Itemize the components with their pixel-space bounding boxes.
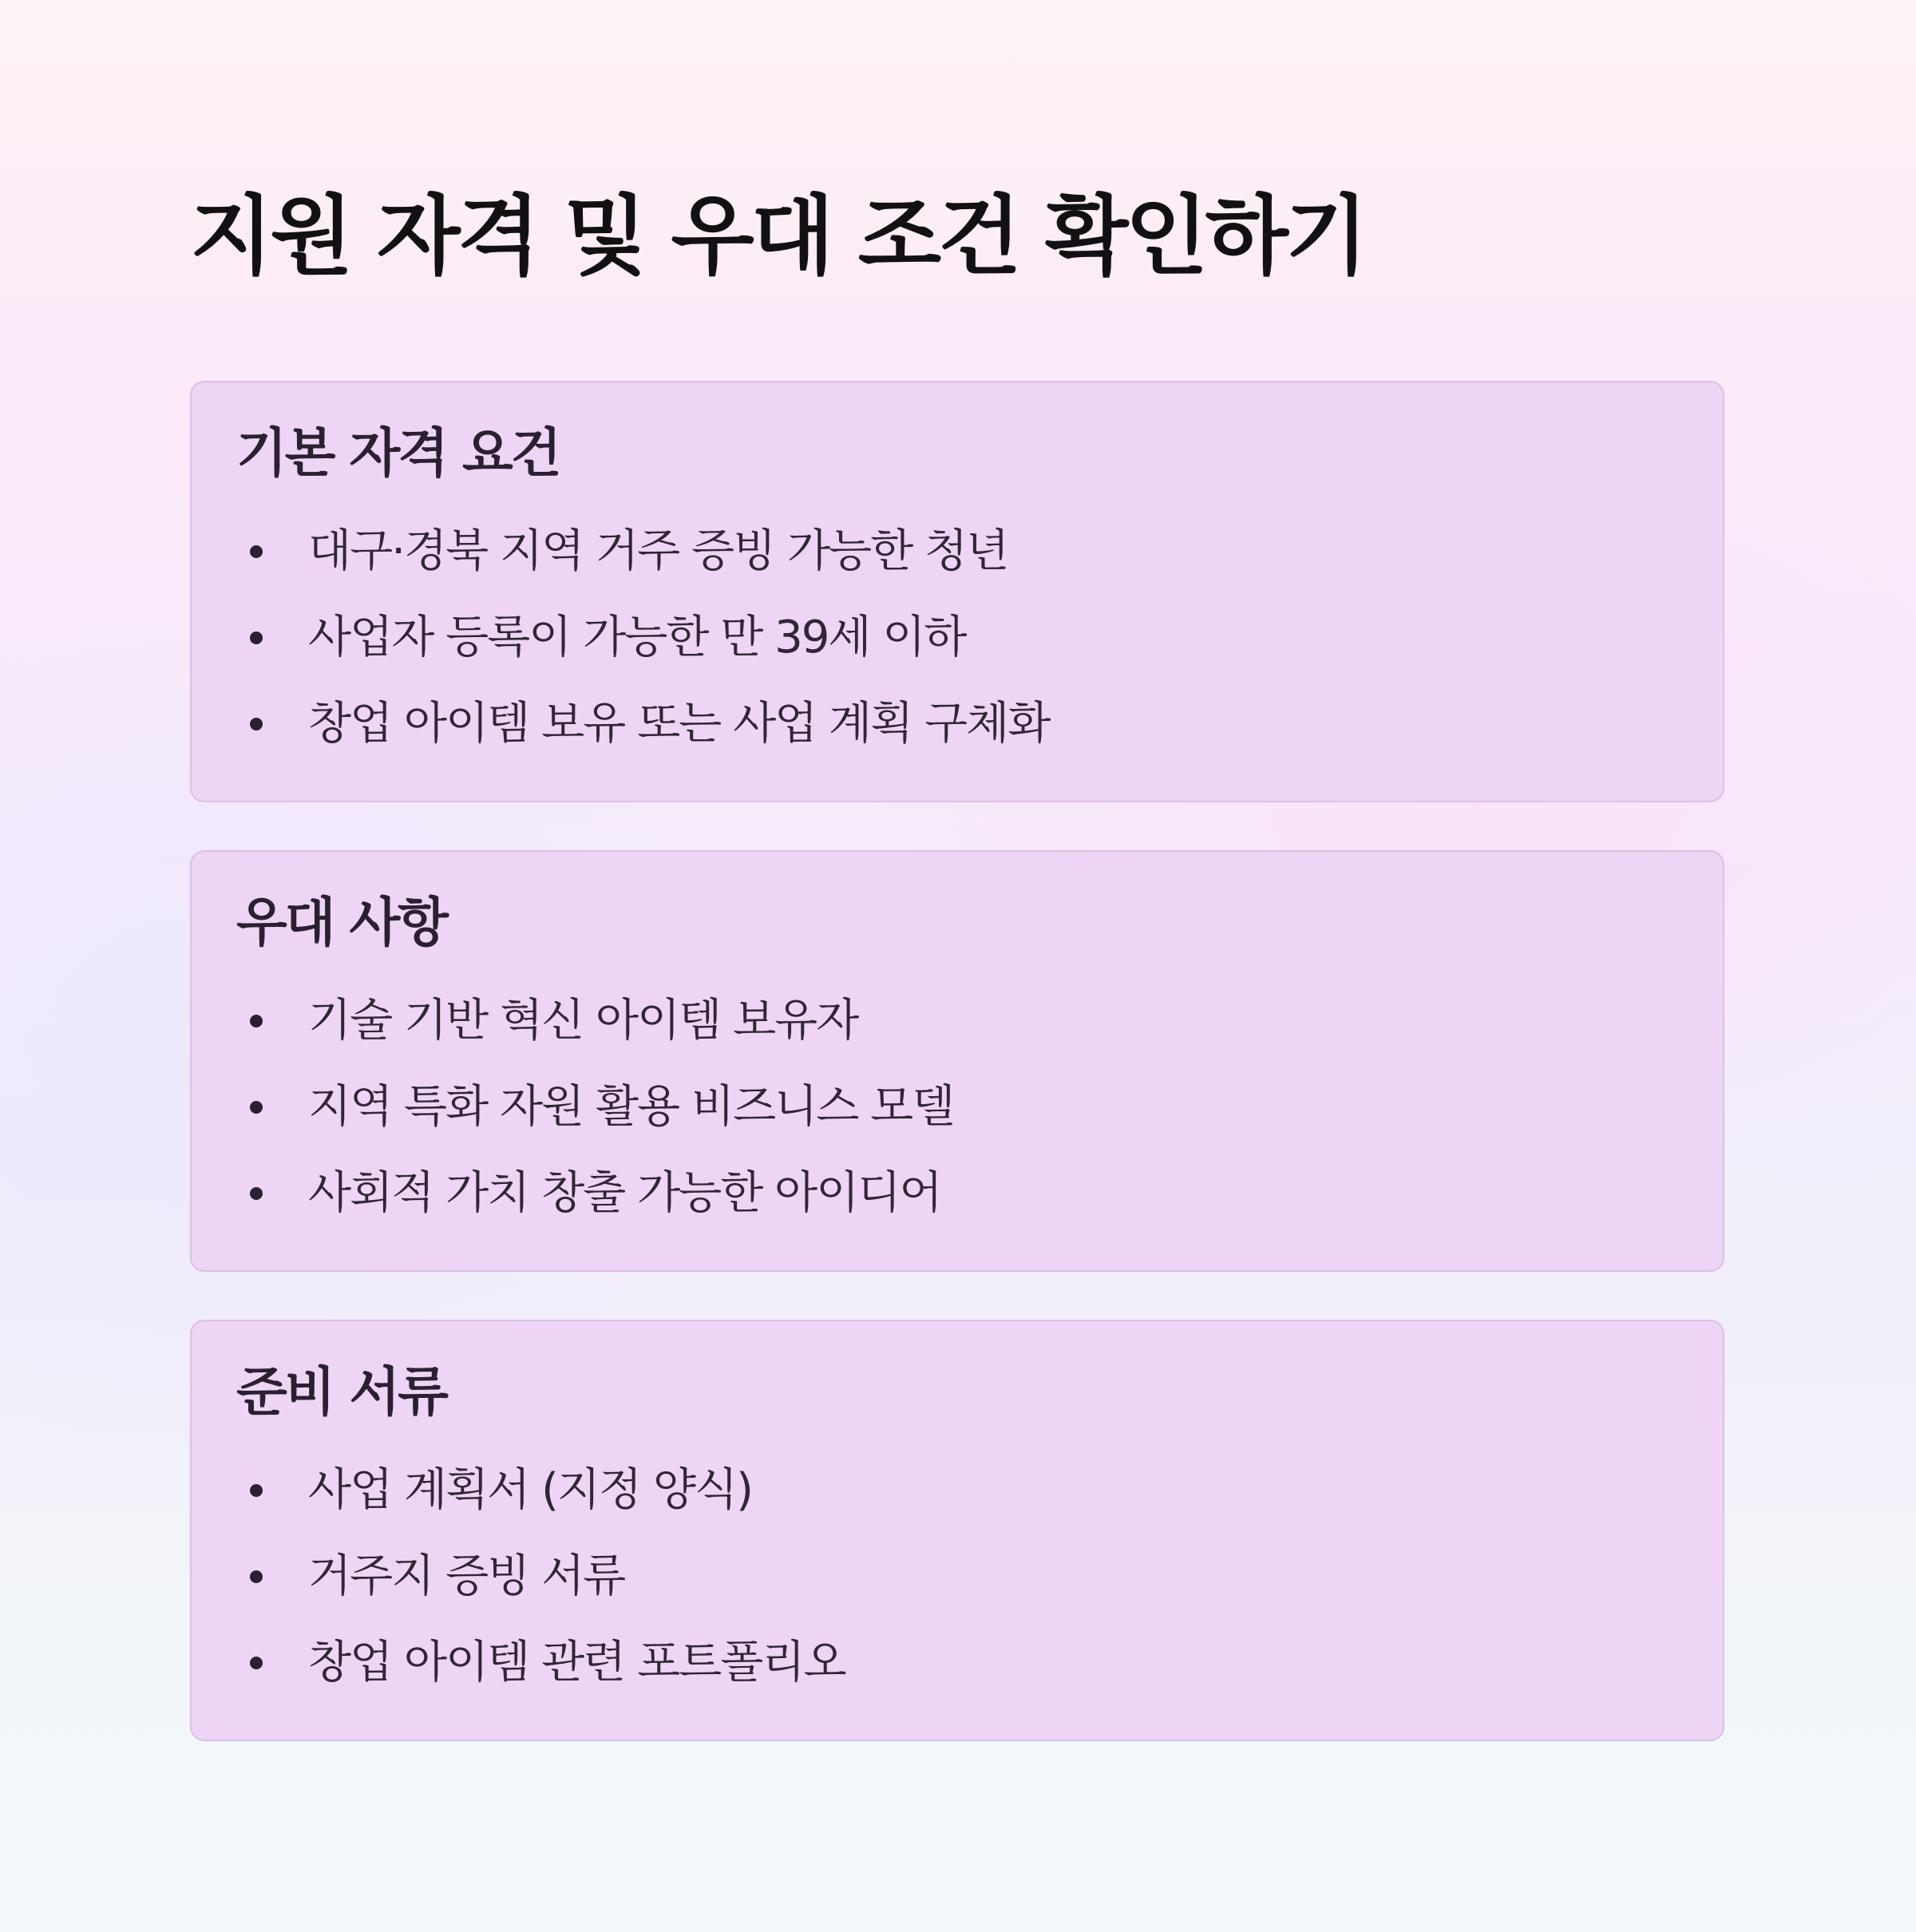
- bullet-icon: [250, 631, 263, 644]
- section-title: 준비 서류: [236, 1361, 447, 1423]
- section-basic-requirements: [190, 381, 1724, 802]
- list-item-text: 사회적 가치 창출 가능한 아이디어: [308, 1167, 941, 1219]
- section-preferences: [190, 850, 1724, 1272]
- list-item-text: 거주지 증빙 서류: [308, 1550, 625, 1602]
- list-item-text: 기술 기반 혁신 아이템 보유자: [308, 995, 858, 1047]
- bullet-icon: [250, 1015, 263, 1027]
- bullet-icon: [250, 1570, 263, 1583]
- bullet-icon: [250, 1187, 263, 1200]
- list-item-text: 대구·경북 지역 거주 증빙 가능한 청년: [308, 525, 1008, 577]
- bullet-icon: [250, 1484, 263, 1497]
- bullet-icon: [250, 718, 263, 730]
- list-item-text: 사업 계획서 (지정 양식): [308, 1464, 752, 1516]
- bullet-icon: [250, 1101, 263, 1114]
- list-item-text: 사업자 등록이 가능한 만 39세 이하: [308, 612, 966, 663]
- bullet-icon: [250, 545, 263, 558]
- list-item-text: 지역 특화 자원 활용 비즈니스 모델: [308, 1081, 954, 1133]
- list-item-text: 창업 아이템 관련 포트폴리오: [308, 1637, 845, 1689]
- section-required-documents: [190, 1320, 1724, 1741]
- section-title: 우대 사항: [236, 892, 447, 953]
- section-title: 기본 자격 요건: [236, 422, 560, 484]
- page-title: 지원 자격 및 우대 조건 확인하기: [190, 187, 1366, 287]
- bullet-icon: [250, 1657, 263, 1669]
- list-item-text: 창업 아이템 보유 또는 사업 계획 구체화: [308, 698, 1050, 750]
